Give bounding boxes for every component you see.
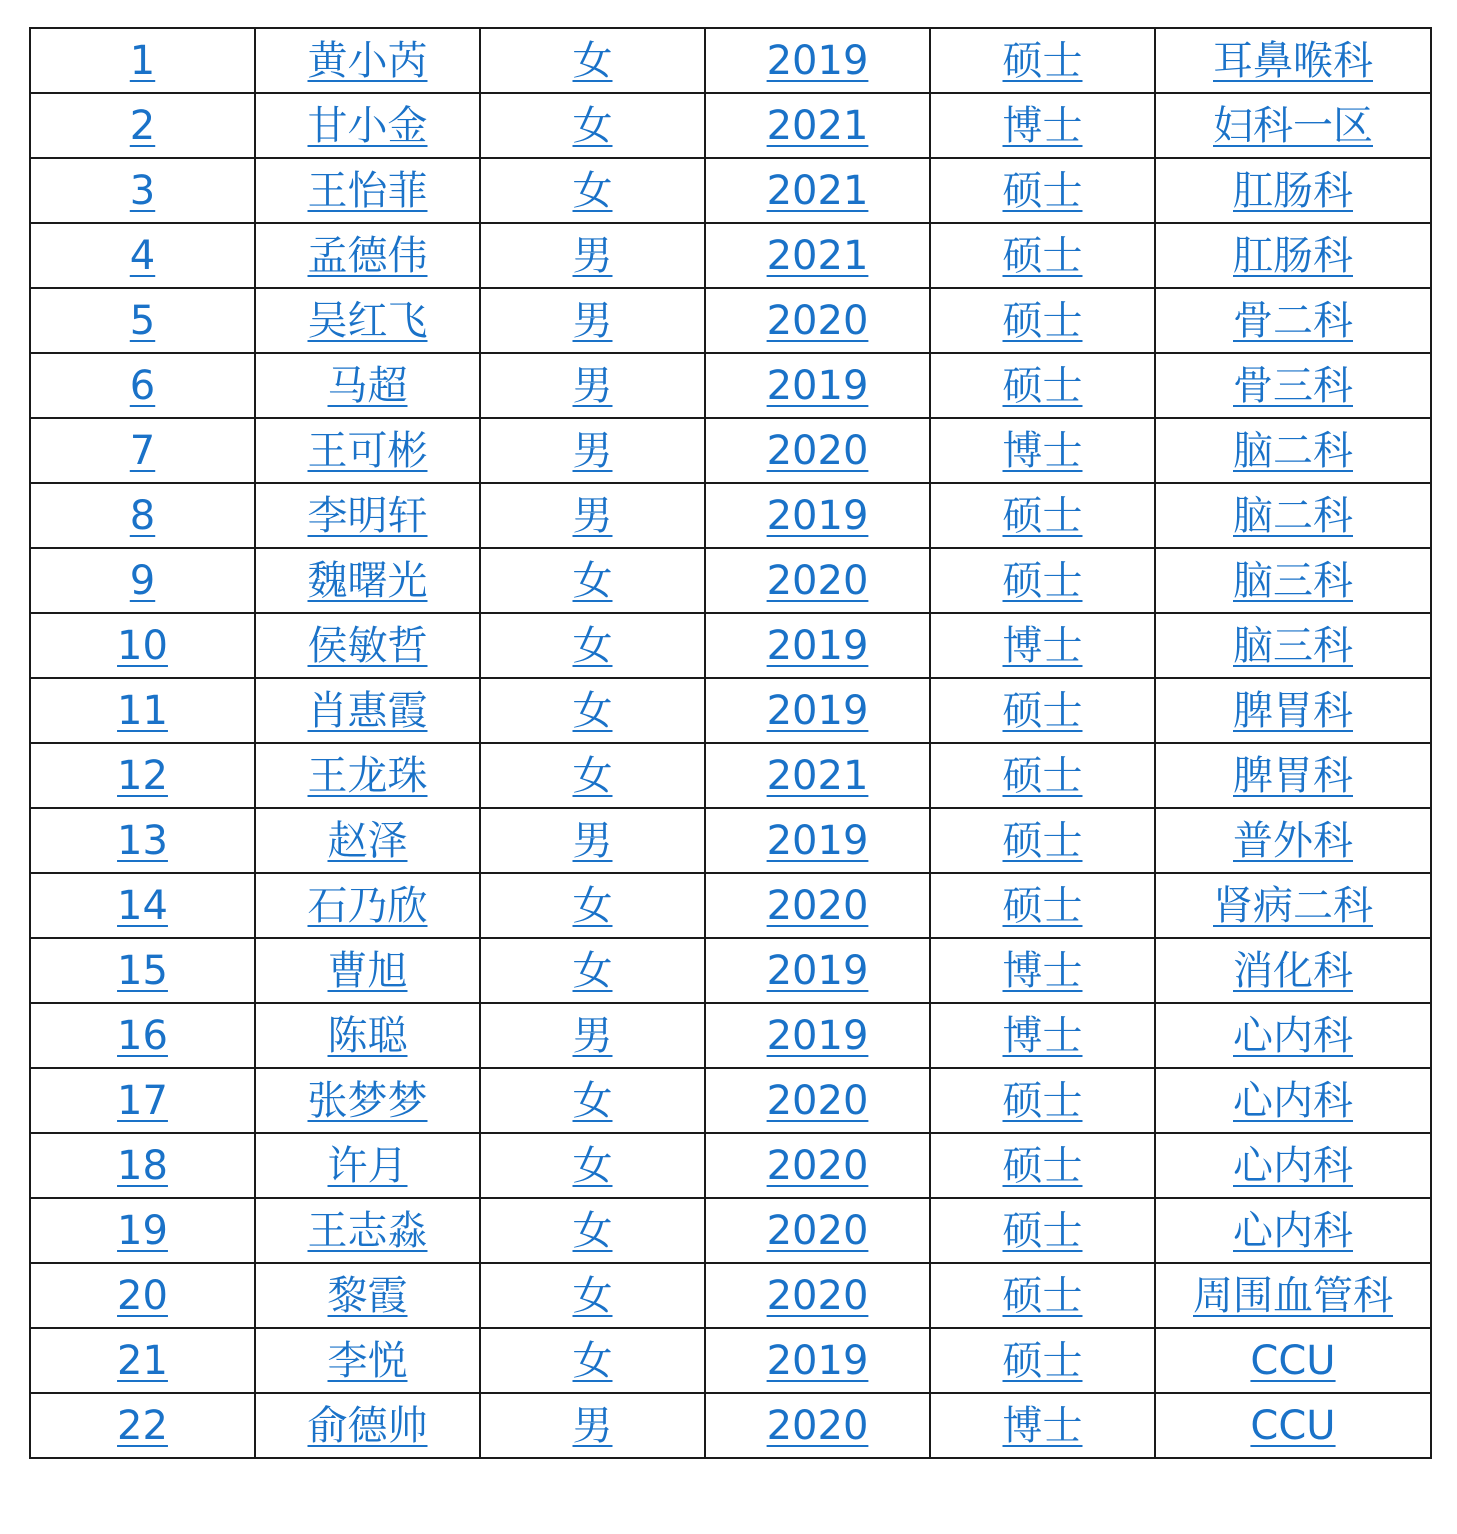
- table-cell: [30, 418, 255, 483]
- table-cell: [930, 288, 1155, 353]
- table-cell: [1155, 613, 1431, 678]
- roster-table-body: [30, 28, 1431, 1458]
- gender-link[interactable]: 女: [572, 167, 613, 214]
- roster-table: [29, 27, 1432, 1459]
- table-cell: [1155, 873, 1431, 938]
- gender-link[interactable]: 女: [572, 882, 613, 929]
- index-link[interactable]: 20: [117, 1272, 168, 1319]
- department-link[interactable]: 消化科: [1233, 947, 1353, 994]
- table-cell: [480, 873, 705, 938]
- year-link[interactable]: 2019: [766, 1012, 869, 1059]
- table-cell: [930, 678, 1155, 743]
- table-cell: [705, 743, 930, 808]
- table-row: [30, 158, 1431, 223]
- table-cell: [480, 1393, 705, 1458]
- index-link[interactable]: 1: [129, 37, 156, 84]
- degree-link[interactable]: 硕士: [1002, 1337, 1083, 1384]
- table-cell: [1155, 418, 1431, 483]
- index-link[interactable]: 12: [117, 752, 168, 799]
- table-cell: [1155, 223, 1431, 288]
- department-link[interactable]: 肛肠科: [1233, 167, 1353, 214]
- gender-link[interactable]: 男: [572, 232, 613, 279]
- index-link[interactable]: 16: [117, 1012, 168, 1059]
- table-cell: [930, 808, 1155, 873]
- table-row: [30, 1328, 1431, 1393]
- table-cell: [930, 1263, 1155, 1328]
- table-cell: [255, 678, 480, 743]
- table-cell: [705, 28, 930, 93]
- index-link[interactable]: 14: [117, 882, 168, 929]
- table-cell: [705, 1393, 930, 1458]
- gender-link[interactable]: 女: [572, 1207, 613, 1254]
- name-link[interactable]: 曹旭: [327, 947, 408, 994]
- department-link[interactable]: CCU: [1250, 1402, 1336, 1449]
- table-row: [30, 938, 1431, 1003]
- table-cell: [930, 483, 1155, 548]
- name-link[interactable]: 李悦: [327, 1337, 408, 1384]
- department-link[interactable]: 心内科: [1233, 1012, 1353, 1059]
- gender-link[interactable]: 男: [572, 427, 613, 474]
- gender-link[interactable]: 女: [572, 947, 613, 994]
- index-link[interactable]: 7: [129, 427, 156, 474]
- table-cell: [480, 1133, 705, 1198]
- year-link[interactable]: 2019: [766, 817, 869, 864]
- gender-link[interactable]: 男: [572, 297, 613, 344]
- table-cell: [30, 353, 255, 418]
- department-link[interactable]: 普外科: [1233, 817, 1353, 864]
- table-cell: [1155, 353, 1431, 418]
- name-link[interactable]: 王志淼: [307, 1207, 428, 1254]
- table-row: [30, 808, 1431, 873]
- table-cell: [30, 873, 255, 938]
- department-link[interactable]: 周围血管科: [1193, 1272, 1393, 1319]
- table-cell: [255, 288, 480, 353]
- index-link[interactable]: 5: [129, 297, 156, 344]
- name-link[interactable]: 俞德帅: [307, 1402, 428, 1449]
- table-cell: [30, 28, 255, 93]
- index-link[interactable]: 18: [117, 1142, 168, 1189]
- year-link[interactable]: 2020: [766, 1077, 869, 1124]
- table-cell: [30, 548, 255, 613]
- table-cell: [1155, 938, 1431, 1003]
- year-link[interactable]: 2019: [766, 687, 869, 734]
- gender-link[interactable]: 男: [572, 362, 613, 409]
- name-link[interactable]: 许月: [327, 1142, 408, 1189]
- degree-link[interactable]: 硕士: [1002, 1142, 1083, 1189]
- index-link[interactable]: 2: [129, 102, 156, 149]
- table-cell: [480, 1198, 705, 1263]
- department-link[interactable]: 心内科: [1233, 1207, 1353, 1254]
- year-link[interactable]: 2020: [766, 427, 869, 474]
- table-cell: [930, 743, 1155, 808]
- table-cell: [930, 93, 1155, 158]
- table-row: [30, 1263, 1431, 1328]
- table-cell: [255, 1328, 480, 1393]
- degree-link[interactable]: 硕士: [1002, 882, 1083, 929]
- table-cell: [255, 1003, 480, 1068]
- table-cell: [30, 223, 255, 288]
- name-link[interactable]: 石乃欣: [307, 882, 428, 929]
- table-cell: [1155, 93, 1431, 158]
- table-cell: [255, 1393, 480, 1458]
- year-link[interactable]: 2019: [766, 492, 869, 539]
- table-cell: [480, 158, 705, 223]
- year-link[interactable]: 2021: [766, 167, 869, 214]
- table-cell: [255, 1068, 480, 1133]
- table-cell: [30, 483, 255, 548]
- table-cell: [930, 873, 1155, 938]
- degree-link[interactable]: 博士: [1002, 622, 1083, 669]
- index-link[interactable]: 22: [117, 1402, 168, 1449]
- table-cell: [1155, 1068, 1431, 1133]
- table-cell: [30, 158, 255, 223]
- table-cell: [705, 483, 930, 548]
- degree-link[interactable]: 硕士: [1002, 752, 1083, 799]
- degree-link[interactable]: 硕士: [1002, 687, 1083, 734]
- degree-link[interactable]: 博士: [1002, 1012, 1083, 1059]
- name-link[interactable]: 黄小芮: [307, 37, 428, 84]
- table-row: [30, 1133, 1431, 1198]
- table-cell: [930, 1068, 1155, 1133]
- table-cell: [930, 353, 1155, 418]
- table-row: [30, 93, 1431, 158]
- table-cell: [255, 353, 480, 418]
- table-cell: [30, 1068, 255, 1133]
- table-cell: [930, 1393, 1155, 1458]
- table-cell: [255, 613, 480, 678]
- name-link[interactable]: 甘小金: [307, 102, 428, 149]
- table-cell: [255, 1198, 480, 1263]
- table-cell: [930, 158, 1155, 223]
- department-link[interactable]: 脑三科: [1233, 557, 1353, 604]
- name-link[interactable]: 赵泽: [327, 817, 408, 864]
- table-row: [30, 288, 1431, 353]
- table-row: [30, 418, 1431, 483]
- name-link[interactable]: 魏曙光: [307, 557, 428, 604]
- degree-link[interactable]: 硕士: [1002, 492, 1083, 539]
- gender-link[interactable]: 女: [572, 102, 613, 149]
- table-cell: [255, 548, 480, 613]
- gender-link[interactable]: 男: [572, 1012, 613, 1059]
- year-link[interactable]: 2019: [766, 1337, 869, 1384]
- name-link[interactable]: 吴红飞: [307, 297, 428, 344]
- table-cell: [255, 93, 480, 158]
- table-cell: [255, 158, 480, 223]
- table-cell: [30, 1393, 255, 1458]
- table-cell: [705, 1198, 930, 1263]
- department-link[interactable]: 脾胃科: [1233, 752, 1353, 799]
- table-cell: [480, 938, 705, 1003]
- table-cell: [480, 288, 705, 353]
- table-cell: [255, 1133, 480, 1198]
- table-cell: [255, 483, 480, 548]
- department-link[interactable]: CCU: [1250, 1337, 1336, 1384]
- table-cell: [480, 1263, 705, 1328]
- table-row: [30, 353, 1431, 418]
- table-cell: [705, 548, 930, 613]
- table-row: [30, 1198, 1431, 1263]
- table-cell: [255, 743, 480, 808]
- table-row: [30, 613, 1431, 678]
- department-link[interactable]: 脾胃科: [1233, 687, 1353, 734]
- table-cell: [930, 28, 1155, 93]
- table-container: [29, 27, 1432, 1459]
- table-cell: [705, 1003, 930, 1068]
- table-cell: [930, 1328, 1155, 1393]
- table-cell: [1155, 1003, 1431, 1068]
- department-link[interactable]: 骨三科: [1233, 362, 1353, 409]
- index-link[interactable]: 10: [117, 622, 168, 669]
- name-link[interactable]: 李明轩: [307, 492, 428, 539]
- name-link[interactable]: 黎霞: [327, 1272, 408, 1319]
- table-cell: [30, 1263, 255, 1328]
- table-row: [30, 743, 1431, 808]
- year-link[interactable]: 2021: [766, 102, 869, 149]
- table-cell: [30, 1133, 255, 1198]
- department-link[interactable]: 脑三科: [1233, 622, 1353, 669]
- degree-link[interactable]: 博士: [1002, 947, 1083, 994]
- year-link[interactable]: 2019: [766, 622, 869, 669]
- table-cell: [930, 418, 1155, 483]
- table-cell: [480, 1003, 705, 1068]
- table-cell: [30, 93, 255, 158]
- table-cell: [1155, 483, 1431, 548]
- index-link[interactable]: 15: [117, 947, 168, 994]
- year-link[interactable]: 2021: [766, 232, 869, 279]
- table-cell: [1155, 743, 1431, 808]
- gender-link[interactable]: 女: [572, 1337, 613, 1384]
- table-cell: [930, 613, 1155, 678]
- table-cell: [255, 28, 480, 93]
- name-link[interactable]: 王龙珠: [307, 752, 428, 799]
- table-cell: [705, 678, 930, 743]
- index-link[interactable]: 6: [129, 362, 156, 409]
- name-link[interactable]: 马超: [327, 362, 408, 409]
- table-cell: [30, 938, 255, 1003]
- name-link[interactable]: 王可彬: [307, 427, 428, 474]
- table-cell: [930, 1133, 1155, 1198]
- table-cell: [705, 93, 930, 158]
- index-link[interactable]: 9: [129, 557, 156, 604]
- degree-link[interactable]: 博士: [1002, 427, 1083, 474]
- table-cell: [930, 1198, 1155, 1263]
- index-link[interactable]: 21: [117, 1337, 168, 1384]
- degree-link[interactable]: 硕士: [1002, 817, 1083, 864]
- index-link[interactable]: 17: [117, 1077, 168, 1124]
- table-cell: [705, 938, 930, 1003]
- index-link[interactable]: 11: [117, 687, 168, 734]
- department-link[interactable]: 妇科一区: [1213, 102, 1373, 149]
- table-row: [30, 28, 1431, 93]
- table-cell: [480, 353, 705, 418]
- year-link[interactable]: 2020: [766, 1402, 869, 1449]
- table-cell: [255, 223, 480, 288]
- table-cell: [930, 548, 1155, 613]
- table-cell: [705, 613, 930, 678]
- name-link[interactable]: 王怡菲: [307, 167, 428, 214]
- department-link[interactable]: 脑二科: [1233, 492, 1353, 539]
- table-cell: [480, 1068, 705, 1133]
- gender-link[interactable]: 女: [572, 1142, 613, 1189]
- table-row: [30, 1393, 1431, 1458]
- gender-link[interactable]: 男: [572, 817, 613, 864]
- gender-link[interactable]: 女: [572, 557, 613, 604]
- table-cell: [480, 1328, 705, 1393]
- index-link[interactable]: 13: [117, 817, 168, 864]
- table-cell: [705, 223, 930, 288]
- table-cell: [705, 288, 930, 353]
- table-cell: [480, 483, 705, 548]
- year-link[interactable]: 2020: [766, 1207, 869, 1254]
- table-cell: [480, 548, 705, 613]
- year-link[interactable]: 2020: [766, 297, 869, 344]
- table-cell: [255, 808, 480, 873]
- table-row: [30, 1068, 1431, 1133]
- table-cell: [255, 938, 480, 1003]
- degree-link[interactable]: 硕士: [1002, 557, 1083, 604]
- table-cell: [480, 808, 705, 873]
- table-cell: [255, 418, 480, 483]
- table-cell: [1155, 1263, 1431, 1328]
- table-cell: [1155, 1328, 1431, 1393]
- table-cell: [480, 743, 705, 808]
- degree-link[interactable]: 硕士: [1002, 232, 1083, 279]
- table-cell: [1155, 1198, 1431, 1263]
- year-link[interactable]: 2019: [766, 362, 869, 409]
- gender-link[interactable]: 女: [572, 1077, 613, 1124]
- table-cell: [480, 28, 705, 93]
- year-link[interactable]: 2021: [766, 752, 869, 799]
- index-link[interactable]: 3: [129, 167, 156, 214]
- table-cell: [1155, 1393, 1431, 1458]
- degree-link[interactable]: 硕士: [1002, 1207, 1083, 1254]
- department-link[interactable]: 肾病二科: [1213, 882, 1373, 929]
- table-cell: [1155, 808, 1431, 873]
- degree-link[interactable]: 博士: [1002, 1402, 1083, 1449]
- table-cell: [255, 873, 480, 938]
- department-link[interactable]: 脑二科: [1233, 427, 1353, 474]
- department-link[interactable]: 肛肠科: [1233, 232, 1353, 279]
- gender-link[interactable]: 女: [572, 622, 613, 669]
- table-cell: [30, 678, 255, 743]
- table-cell: [1155, 28, 1431, 93]
- table-cell: [705, 873, 930, 938]
- table-cell: [705, 1133, 930, 1198]
- table-cell: [1155, 288, 1431, 353]
- name-link[interactable]: 陈聪: [327, 1012, 408, 1059]
- name-link[interactable]: 孟德伟: [307, 232, 428, 279]
- department-link[interactable]: 耳鼻喉科: [1213, 37, 1373, 84]
- name-link[interactable]: 肖惠霞: [307, 687, 428, 734]
- table-cell: [30, 1198, 255, 1263]
- gender-link[interactable]: 女: [572, 1272, 613, 1319]
- year-link[interactable]: 2019: [766, 947, 869, 994]
- table-row: [30, 1003, 1431, 1068]
- table-cell: [1155, 678, 1431, 743]
- table-row: [30, 678, 1431, 743]
- department-link[interactable]: 心内科: [1233, 1142, 1353, 1189]
- degree-link[interactable]: 硕士: [1002, 37, 1083, 84]
- table-row: [30, 873, 1431, 938]
- index-link[interactable]: 4: [129, 232, 156, 279]
- table-cell: [30, 808, 255, 873]
- year-link[interactable]: 2020: [766, 1272, 869, 1319]
- year-link[interactable]: 2020: [766, 1142, 869, 1189]
- name-link[interactable]: 张梦梦: [307, 1077, 428, 1124]
- department-link[interactable]: 骨二科: [1233, 297, 1353, 344]
- year-link[interactable]: 2020: [766, 557, 869, 604]
- table-cell: [705, 1328, 930, 1393]
- table-cell: [30, 743, 255, 808]
- table-cell: [1155, 158, 1431, 223]
- table-cell: [30, 1328, 255, 1393]
- gender-link[interactable]: 女: [572, 687, 613, 734]
- gender-link[interactable]: 女: [572, 37, 613, 84]
- degree-link[interactable]: 硕士: [1002, 297, 1083, 344]
- gender-link[interactable]: 男: [572, 1402, 613, 1449]
- table-cell: [480, 418, 705, 483]
- degree-link[interactable]: 硕士: [1002, 1077, 1083, 1124]
- table-cell: [30, 288, 255, 353]
- gender-link[interactable]: 女: [572, 752, 613, 799]
- degree-link[interactable]: 博士: [1002, 102, 1083, 149]
- table-cell: [480, 678, 705, 743]
- table-cell: [705, 1263, 930, 1328]
- table-cell: [705, 158, 930, 223]
- degree-link[interactable]: 硕士: [1002, 1272, 1083, 1319]
- table-cell: [30, 613, 255, 678]
- table-cell: [30, 1003, 255, 1068]
- table-cell: [480, 613, 705, 678]
- table-cell: [705, 418, 930, 483]
- table-row: [30, 483, 1431, 548]
- table-row: [30, 548, 1431, 613]
- table-cell: [930, 223, 1155, 288]
- year-link[interactable]: 2019: [766, 37, 869, 84]
- degree-link[interactable]: 硕士: [1002, 167, 1083, 214]
- table-cell: [705, 353, 930, 418]
- table-cell: [705, 808, 930, 873]
- table-cell: [1155, 1133, 1431, 1198]
- department-link[interactable]: 心内科: [1233, 1077, 1353, 1124]
- table-cell: [480, 223, 705, 288]
- table-cell: [930, 938, 1155, 1003]
- name-link[interactable]: 侯敏哲: [307, 622, 428, 669]
- table-cell: [480, 93, 705, 158]
- table-cell: [705, 1068, 930, 1133]
- index-link[interactable]: 8: [129, 492, 156, 539]
- year-link[interactable]: 2020: [766, 882, 869, 929]
- degree-link[interactable]: 硕士: [1002, 362, 1083, 409]
- table-cell: [255, 1263, 480, 1328]
- table-cell: [1155, 548, 1431, 613]
- table-cell: [930, 1003, 1155, 1068]
- index-link[interactable]: 19: [117, 1207, 168, 1254]
- gender-link[interactable]: 男: [572, 492, 613, 539]
- table-row: [30, 223, 1431, 288]
